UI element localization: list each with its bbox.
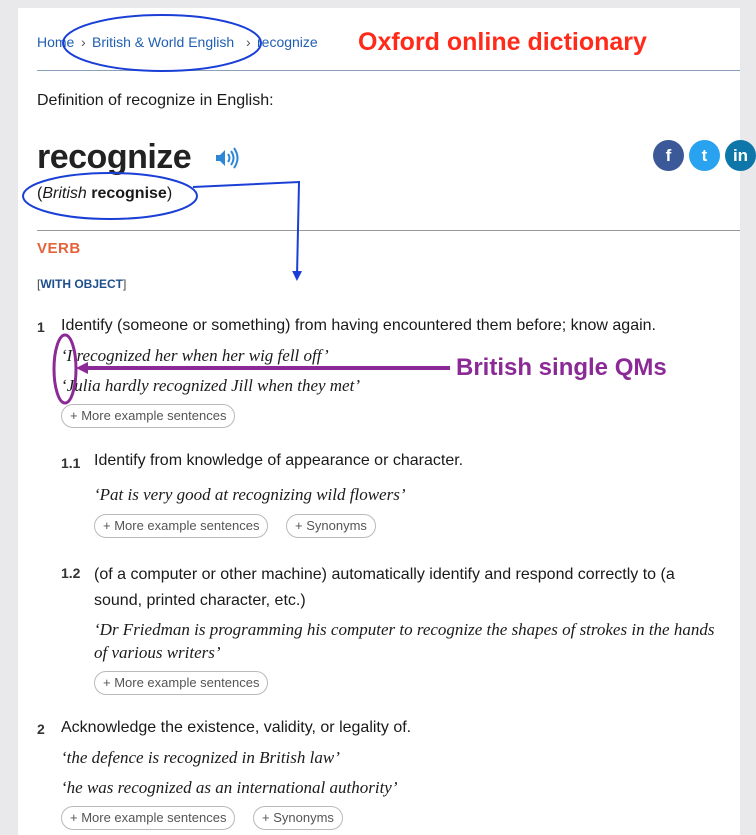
facebook-share-button[interactable] bbox=[653, 140, 684, 171]
more-examples-button[interactable]: + More example sentences bbox=[61, 806, 235, 830]
example-sentence: ‘the defence is recognized in British law’ bbox=[61, 748, 340, 767]
speaker-icon-graphic bbox=[214, 147, 240, 169]
annotation-title: Oxford online dictionary bbox=[358, 28, 647, 56]
twitter-icon: t bbox=[701, 146, 708, 165]
breadcrumb-home-link[interactable]: Home bbox=[37, 34, 75, 50]
synonyms-button[interactable]: + Synonyms bbox=[253, 806, 343, 830]
more-examples-button[interactable]: + More example sentences bbox=[94, 514, 268, 538]
sense-definition: Acknowledge the existence, validity, or legality of. bbox=[61, 719, 412, 736]
linkedin-share-button[interactable] bbox=[725, 140, 756, 171]
synonyms-button[interactable]: + Synonyms bbox=[286, 514, 376, 538]
sense-number: 1 bbox=[37, 319, 45, 335]
annotation-qm-label: British single QMs bbox=[456, 354, 667, 381]
more-examples-button[interactable]: + More example sentences bbox=[94, 671, 268, 695]
spelling-variant bbox=[37, 185, 172, 203]
variant-open: ( bbox=[37, 185, 43, 202]
sense-number: 1.1 bbox=[61, 455, 81, 471]
header-divider bbox=[37, 70, 740, 71]
more-examples-button[interactable]: + More example sentences bbox=[61, 404, 235, 428]
section-divider bbox=[37, 230, 740, 231]
grammar-note bbox=[37, 277, 126, 291]
example-sentence: ‘he was recognized as an international authority’ bbox=[61, 778, 398, 797]
twitter-share-button[interactable] bbox=[689, 140, 720, 171]
speaker-icon[interactable] bbox=[214, 147, 240, 169]
example-sentence: ‘I recognized her when her wig fell off’ bbox=[61, 346, 329, 365]
grammar-label: WITH OBJECT bbox=[40, 277, 124, 291]
headword: recognize bbox=[37, 138, 192, 176]
sense-definition: Identify from knowledge of appearance or character. bbox=[94, 452, 464, 469]
example-sentence: ‘Pat is very good at recognizing wild flowers’ bbox=[94, 485, 406, 504]
grammar-open: [ bbox=[37, 277, 41, 291]
variant-form: recognise bbox=[91, 185, 167, 202]
facebook-icon: f bbox=[665, 146, 672, 165]
breadcrumb-current: recognize bbox=[257, 34, 318, 50]
sense-definition: Identify (someone or something) from having encountered them before; know again. bbox=[61, 317, 656, 334]
linkedin-icon: in bbox=[732, 146, 749, 165]
variant-close: ) bbox=[166, 185, 173, 202]
breadcrumb-section-link[interactable]: British & World English bbox=[92, 34, 235, 50]
part-of-speech: VERB bbox=[37, 240, 81, 257]
sense-number: 2 bbox=[37, 721, 45, 737]
breadcrumb-separator: › bbox=[246, 34, 251, 50]
definition-intro: Definition of recognize in English: bbox=[37, 92, 274, 109]
sense-definition: (of a computer or other machine) automatically identify and respond correctly to (a sound, printed character, etc.) bbox=[94, 566, 675, 609]
sense-number: 1.2 bbox=[61, 565, 81, 581]
variant-region: British bbox=[42, 185, 87, 202]
breadcrumb-separator: › bbox=[81, 34, 86, 50]
grammar-close: ] bbox=[123, 277, 127, 291]
example-sentence: ‘Julia hardly recognized Jill when they met’ bbox=[61, 376, 360, 395]
example-sentence: ‘Dr Friedman is programming his computer to recognize the shapes of strokes in the hands of various writers’ bbox=[94, 620, 715, 662]
